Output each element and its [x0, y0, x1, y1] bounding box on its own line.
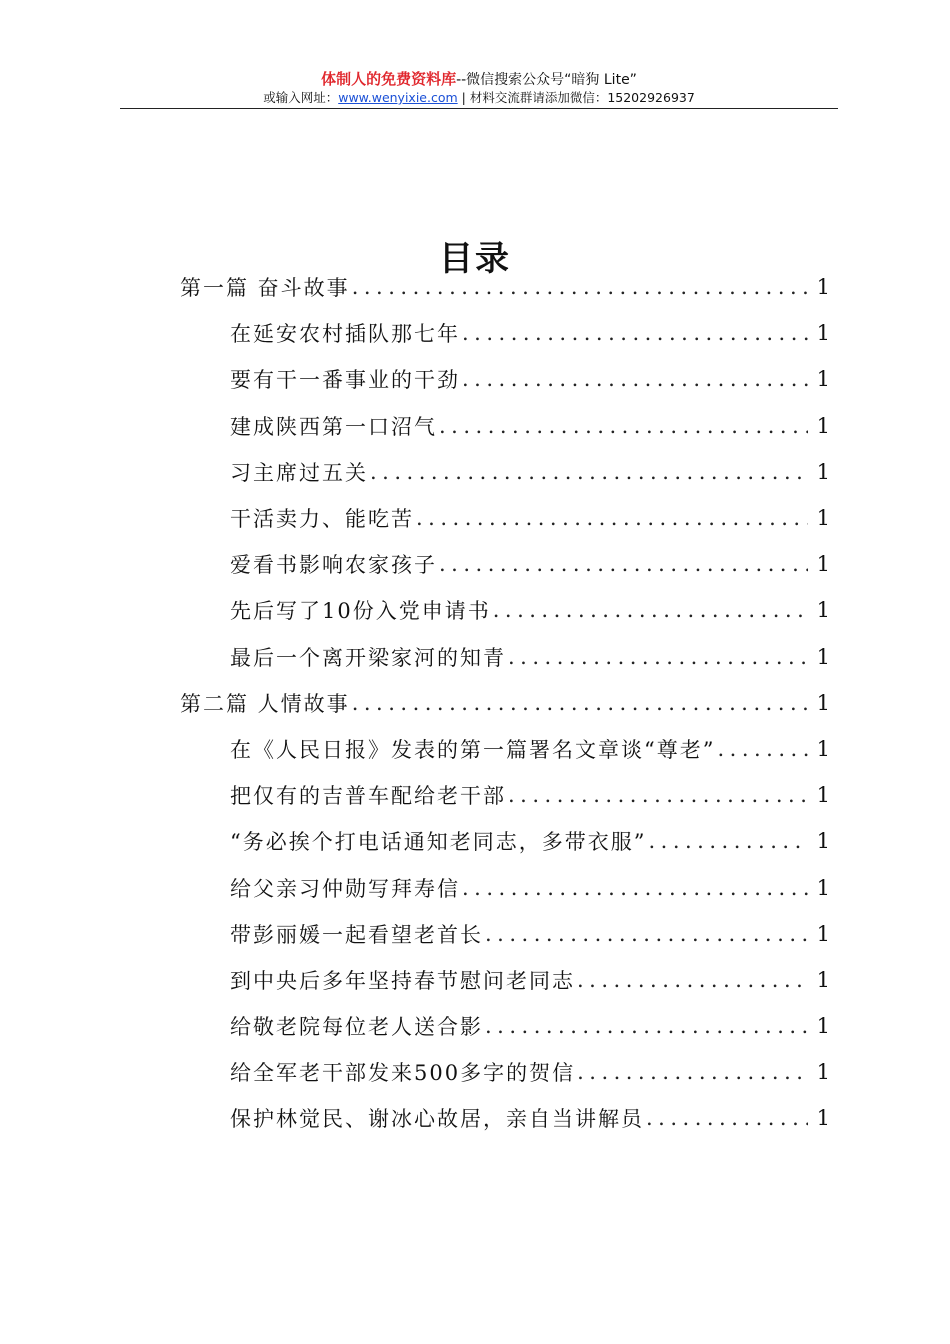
toc-entry[interactable] [0, 1049, 950, 1095]
toc-entry-label: 建成陕西第一口沼气 [230, 411, 437, 441]
toc-entry-label: 保护林觉民、谢冰心故居，亲自当讲解员 [230, 1103, 644, 1133]
toc-page-number: 1 [816, 1014, 830, 1039]
toc-page-number: 1 [816, 598, 830, 623]
toc-leader-dots [508, 783, 808, 807]
toc-entry-label: 在延安农村插队那七年 [230, 318, 460, 348]
toc-entry-label: 给敬老院每位老人送合影 [230, 1011, 483, 1041]
toc-page-number: 1 [816, 1060, 830, 1085]
toc-section-heading[interactable] [0, 680, 950, 726]
toc-leader-dots [577, 968, 808, 992]
toc-entry[interactable] [0, 587, 950, 633]
toc-entry[interactable] [0, 957, 950, 1003]
toc-entry-label: 干活卖力、能吃苦 [230, 503, 414, 533]
toc-entry[interactable] [0, 911, 950, 957]
toc-leader-dots [485, 1014, 808, 1038]
toc-entry-label: “务必挨个打电话通知老同志，多带衣服” [230, 826, 646, 856]
toc-entry-label: 习主席过五关 [230, 457, 368, 487]
toc-page-number: 1 [816, 875, 830, 900]
toc-entry[interactable] [0, 403, 950, 449]
toc-leader-dots [352, 691, 808, 715]
toc-entry-label: 爱看书影响农家孩子 [230, 549, 437, 579]
toc-entry-label: 在《人民日报》发表的第一篇署名文章谈“尊老” [230, 734, 715, 764]
toc-page-number: 1 [816, 367, 830, 392]
header-rule [120, 108, 838, 109]
toc-entry[interactable] [0, 818, 950, 864]
toc-entry[interactable] [0, 449, 950, 495]
toc-leader-dots [485, 922, 808, 946]
toc-leader-dots [462, 321, 808, 345]
toc-entry-label: 最后一个离开梁家河的知青 [230, 642, 506, 672]
toc-entry-label: 第二篇 人情故事 [180, 688, 350, 718]
toc-page-number: 1 [816, 506, 830, 531]
page-header [120, 70, 838, 106]
toc-page-number: 1 [816, 736, 830, 761]
toc-page-number: 1 [816, 552, 830, 577]
toc-entry[interactable] [0, 310, 950, 356]
toc-page-number: 1 [816, 644, 830, 669]
toc-entry-label: 先后写了10份入党申请书 [230, 595, 491, 625]
toc-leader-dots [352, 275, 808, 299]
toc-page-number: 1 [816, 459, 830, 484]
header-url-link[interactable]: www.wenyixie.com [338, 90, 458, 105]
toc-page-number: 1 [816, 829, 830, 854]
toc-leader-dots [462, 367, 808, 391]
toc-entry[interactable] [0, 356, 950, 402]
toc-entry-label: 给父亲习仲勋写拜寿信 [230, 873, 460, 903]
toc-entry[interactable] [0, 541, 950, 587]
toc-entry[interactable] [0, 864, 950, 910]
header-brand: 体制人的免费资料库 [321, 70, 457, 88]
toc-leader-dots [416, 506, 808, 530]
toc-leader-dots [439, 552, 808, 576]
toc-leader-dots [646, 1106, 808, 1130]
toc-leader-dots [577, 1060, 808, 1084]
toc-entry-label: 把仅有的吉普车配给老干部 [230, 780, 506, 810]
toc-leader-dots [717, 737, 808, 761]
toc-leader-dots [462, 876, 808, 900]
table-of-contents [0, 264, 950, 1142]
toc-page-number: 1 [816, 1106, 830, 1131]
toc-entry[interactable] [0, 1095, 950, 1141]
toc-page-number: 1 [816, 275, 830, 300]
toc-entry[interactable] [0, 726, 950, 772]
toc-entry[interactable] [0, 1003, 950, 1049]
toc-entry-label: 要有干一番事业的干劲 [230, 364, 460, 394]
toc-page-number: 1 [816, 967, 830, 992]
toc-leader-dots [648, 829, 808, 853]
header-url-prefix: 或输入网址： [263, 90, 339, 105]
toc-page-number: 1 [816, 413, 830, 438]
header-line-2 [120, 90, 838, 106]
toc-entry-label: 给全军老干部发来500多字的贺信 [230, 1057, 575, 1087]
toc-leader-dots [370, 460, 808, 484]
toc-page-number: 1 [816, 321, 830, 346]
toc-entry[interactable] [0, 634, 950, 680]
toc-page-number: 1 [816, 690, 830, 715]
toc-entry-label: 第一篇 奋斗故事 [180, 272, 350, 302]
toc-title: 目录 [439, 238, 511, 279]
toc-leader-dots [439, 414, 808, 438]
toc-page-number: 1 [816, 783, 830, 808]
toc-leader-dots [508, 645, 808, 669]
toc-entry[interactable] [0, 772, 950, 818]
header-tagline: --微信搜索公众号“暗狗 Lite” [456, 72, 637, 88]
header-contact: | 材料交流群请添加微信：15202926937 [457, 90, 695, 105]
toc-entry[interactable] [0, 495, 950, 541]
toc-entry-label: 到中央后多年坚持春节慰问老同志 [230, 965, 575, 995]
toc-section-heading[interactable] [0, 264, 950, 310]
toc-leader-dots [493, 598, 808, 622]
toc-page-number: 1 [816, 921, 830, 946]
toc-entry-label: 带彭丽媛一起看望老首长 [230, 919, 483, 949]
header-line-1 [120, 70, 838, 89]
